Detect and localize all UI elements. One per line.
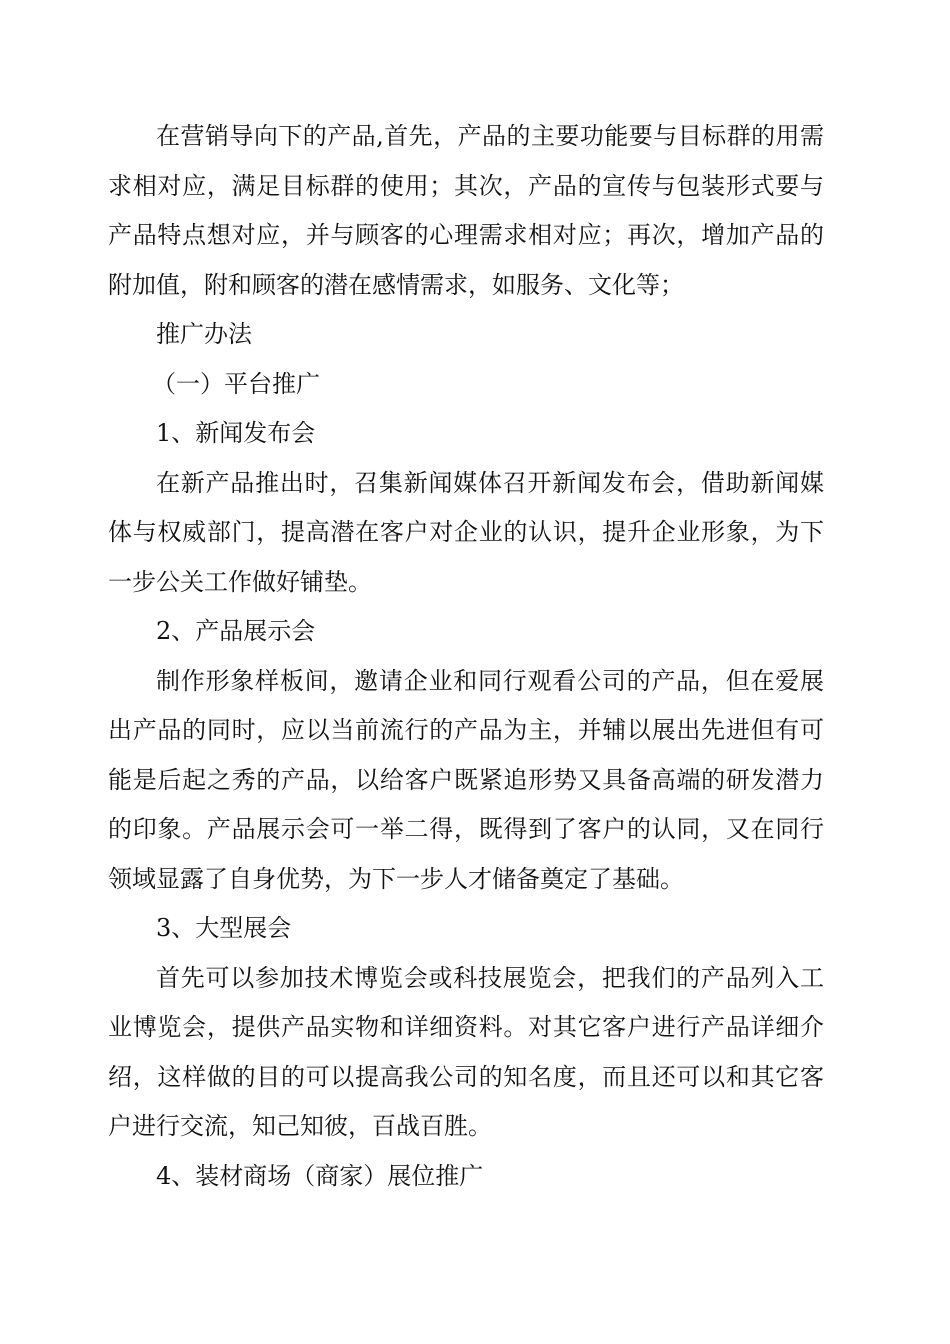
paragraph-press-conference: 在新产品推出时，召集新闻媒体召开新闻发布会，借助新闻媒体与权威部门，提高潜在客户对企业的认识，提升企业形象，为下一步公关工作做好铺垫。	[108, 468, 824, 596]
paragraph-product-exhibition: 制作形象样板间，邀请企业和同行观看公司的产品，但在爱展出产品的同时，应以当前流行的产品为主，并辅以展出先进但有可能是后起之秀的产品，以给客户既紧追形势又具备高端的研发潜力的印象。产品展示会可一举二得，既得到了客户的认同，又在同行领域显露了自身优势，为下一步人才储备奠定了基础。	[108, 666, 824, 893]
subsection-heading-platform-promotion: （一）平台推广	[152, 369, 320, 398]
item-heading-product-exhibition: 2、产品展示会	[156, 617, 316, 645]
paragraph-large-expo: 首先可以参加技术博览会或科技展览会，把我们的产品列入工业博览会，提供产品实物和详细资料。对其它客户进行产品详细介绍，这样做的目的可以提高我公司的知名度，而且还可以和其它客户进行交流，知己知彼，百战百胜。	[108, 963, 824, 1140]
item-heading-large-expo: 3、大型展会	[156, 914, 292, 942]
section-heading-promotion-methods: 推广办法	[156, 320, 252, 348]
paragraph-product-orientation: 在营销导向下的产品,首先，产品的主要功能要与目标群的用需求相对应，满足目标群的使用；其次，产品的宣传与包装形式要与产品特点想对应，并与顾客的心理需求相对应；再次，增加产品的附加值，附和顾客的潜在感情需求，如服务、文化等；	[108, 122, 824, 299]
document-page	[108, 112, 824, 1201]
item-heading-booth-promotion: 4、装材商场（商家）展位推广	[156, 1161, 484, 1190]
item-heading-press-conference: 1、新闻发布会	[156, 419, 316, 447]
